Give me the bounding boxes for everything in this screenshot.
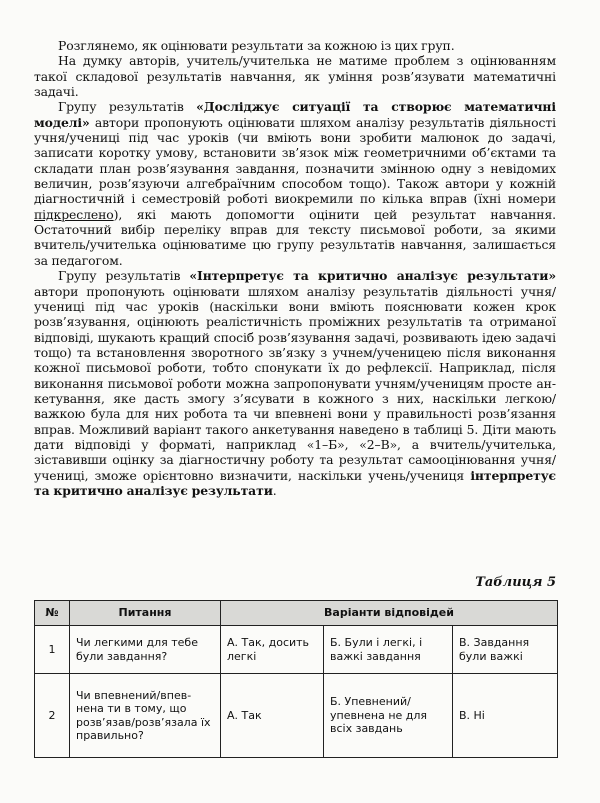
row-answer-c: В. Завдання були важкі — [453, 626, 558, 674]
paragraph-1-text: Розглянемо, як оцінювати результати за кожною із цих груп. — [58, 38, 455, 53]
row-number: 1 — [35, 626, 70, 674]
paragraph-4-body: автори пропонують оцінювати шляхом аналізу результатів діяльності учня/учениці під час уроків (наскільки вони вміють пояснювати кожен крок розв’язування, оцінюють реалістичність проміжних результатів та отриманої відповіді, шукають кращий спосіб розв’язування задачі, розвивають ідею задачі тощо) та встановлення зворотного зв’язку з учнем/ученицею після виконання кожної письмової роботи, тобто спонукати їх до рефлексії. Наприклад, після виконання письмової роботи можна запропонувати учням/ученицям просте анкетування, яке дасть змогу з’ясувати в кожного з них, наскільки легкою/важкою була для них робота та чи впевнені вони у правильності розв’язання вправ. Можливий варіант такого анкетування наведено в таблиці 5. Діти мають дати відповіді у форматі, наприклад «1–Б», «2–В», а вчитель/учителька, зіставивши оцінку за діагностичну роботу та результат самооцінювання учня/учениці, зможе орієнтовно визначити, наскільки учень/учениця — [34, 283, 556, 483]
paragraph-3-bold-term: «Досліджує ситуації та створює математичні моделі» — [34, 99, 556, 130]
header-question: Питання — [70, 601, 221, 626]
paragraph-4-end: . — [272, 482, 277, 498]
row-answer-a: А. Так — [221, 674, 324, 758]
paragraph-4-intro: Групу результатів — [58, 268, 190, 284]
row-answer-c: В. Ні — [453, 674, 558, 758]
paragraph-2-text: На думку авторів, учитель/учителька не матиме проблем з оцінюванням такої складової результатів навчання, як уміння розв’язувати математичні задачі. — [34, 53, 556, 100]
row-answer-a: А. Так, досить легкі — [221, 626, 324, 674]
row-question: Чи легкими для тебе були завдання? — [70, 626, 221, 674]
paragraph-3 — [34, 99, 556, 268]
paragraph-3-underlined-word: підкреслено — [34, 206, 114, 222]
row-question: Чи впевнений/впевнена ти в тому, що розв’язав/розв’язала їх правильно? — [70, 674, 221, 758]
paragraph-3-body: автори пропонують оцінювати шляхом аналізу результатів діяльності учня/учениці під час уроків (чи вміють вони зробити малюнок до задачі, записати коротку умову, встановити зв’язок між геометричними об’єктами та складати план розв’язування завдання, позначити змінною одну з невідомих величин, розв’язуючи алгебраїчним способом тощо). Також автори у кожній діагностичній і семестровій роботі виокремили по кілька вправ (їхні номери — [34, 114, 556, 207]
body-text — [34, 38, 556, 498]
paragraph-3-end: ), які мають допомогти оцінити цей результат навчання. Остаточний вибір переліку вправ для тексту письмової роботи, за якими вчитель/учителька оцінюватиме цю групу результатів навчання, залишається за педагогом. — [34, 206, 556, 268]
paragraph-4-bold-term: «Інтерпретує та критично аналізує результати» — [189, 268, 557, 284]
paragraph-2 — [34, 53, 556, 99]
table-row — [35, 674, 558, 758]
paragraph-3-intro: Групу результатів — [58, 99, 197, 115]
table-row — [35, 626, 558, 674]
table-caption: Таблиця 5 — [475, 575, 556, 590]
header-answers: Варіанти відповідей — [221, 601, 558, 626]
row-answer-b: Б. Упевнений/ упевнена не для всіх завдань — [324, 674, 453, 758]
survey-table — [34, 600, 558, 758]
table-header-row — [35, 601, 558, 626]
row-answer-b: Б. Були і легкі, і важкі завдання — [324, 626, 453, 674]
paragraph-4-bold-term-2: інтерпретує та критично аналізує результати — [34, 467, 556, 498]
row-number: 2 — [35, 674, 70, 758]
header-number: № — [35, 601, 70, 626]
paragraph-4 — [34, 268, 556, 498]
paragraph-1 — [34, 38, 556, 53]
